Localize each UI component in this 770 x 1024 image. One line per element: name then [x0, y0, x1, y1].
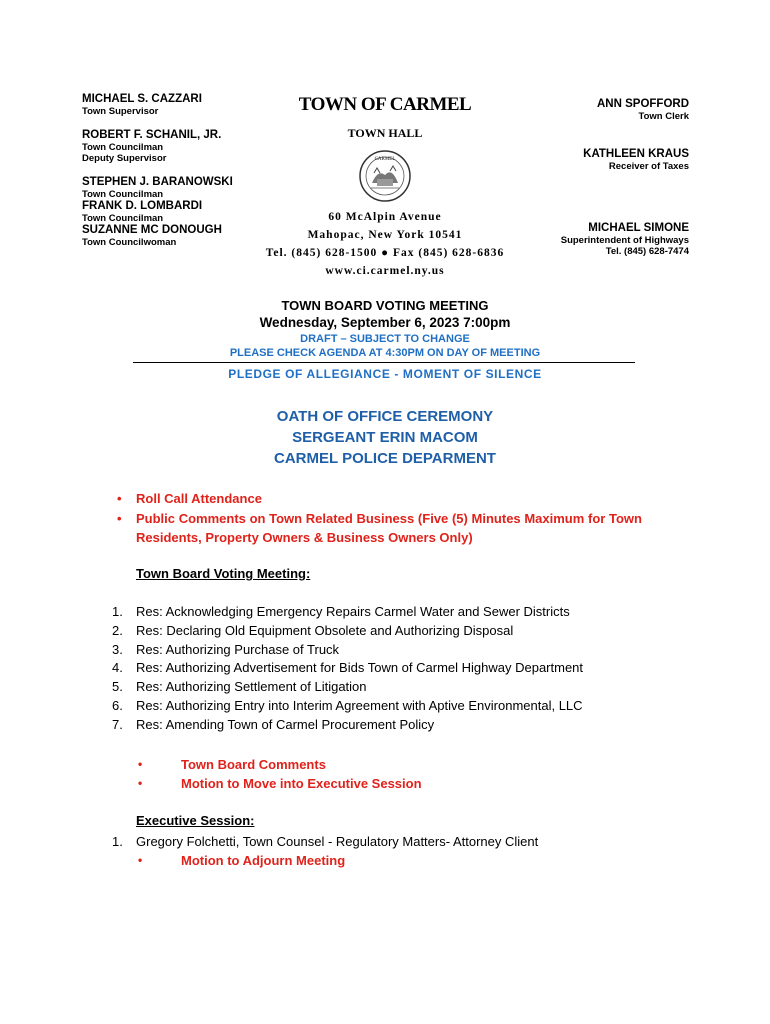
item-text: Res: Acknowledging Emergency Repairs Carmel Water and Sewer Districts [136, 604, 570, 619]
member-role: Deputy Supervisor [82, 153, 167, 164]
item-text: Res: Amending Town of Carmel Procurement Policy [136, 716, 435, 732]
address-street: 60 McAlpin Avenue [328, 211, 442, 223]
item-number: 3. [112, 641, 123, 657]
item-number: 1. [112, 604, 123, 619]
item-text: Gregory Folchetti, Town Counsel - Regulatory Matters- Attorney Client [136, 834, 539, 849]
town-seal-icon [358, 149, 412, 203]
officials-column [489, 98, 689, 257]
list-item: • Roll Call Attendance [112, 489, 642, 508]
item-text: Res: Declaring Old Equipment Obsolete and Authorizing Disposal [136, 622, 514, 638]
list-item: • Public Comments on Town Related Business (Five (5) Minutes Maximum for Town Residents, Property Owners & Business Owners Only) [112, 509, 642, 547]
draft-notice: DRAFT – SUBJECT TO CHANGE [300, 333, 470, 345]
list-item: • Motion to Move into Executive Session [136, 774, 586, 793]
item-number: 2. [112, 622, 123, 638]
member-block [82, 129, 262, 164]
pledge-line: PLEDGE OF ALLEGIANCE - MOMENT OF SILENCE [228, 367, 542, 381]
list-item [112, 603, 672, 622]
executive-list [112, 832, 672, 870]
meeting-date: Wednesday, September 6, 2023 7:00pm [259, 315, 511, 330]
member-name: FRANK D. LOMBARDI [82, 200, 203, 212]
item-text: Res: Authorizing Settlement of Litigation [136, 679, 367, 695]
oath-title: OATH OF OFFICE CEREMONY [276, 408, 494, 425]
member-block [82, 224, 262, 248]
official-block [489, 98, 689, 122]
item-number: 7. [112, 716, 123, 732]
check-agenda-notice: PLEASE CHECK AGENDA AT 4:30PM ON DAY OF MEETING [229, 347, 541, 359]
official-name: ANN SPOFFORD [597, 98, 689, 110]
town-hall-label: TOWN HALL [347, 126, 423, 140]
address-block [255, 208, 515, 280]
opening-items [112, 489, 642, 548]
address-city: Mahopac, New York 10541 [307, 229, 463, 241]
meeting-title: TOWN BOARD VOTING MEETING [281, 298, 489, 313]
list-item [112, 832, 672, 851]
svg-text:CARMEL: CARMEL [374, 157, 396, 162]
website: www.ci.carmel.ny.us [325, 265, 445, 277]
executive-heading: Executive Session: [136, 813, 255, 828]
meeting-header [130, 298, 640, 360]
list-item: • Town Board Comments [136, 755, 586, 774]
member-role: Town Councilwoman [82, 237, 177, 248]
member-role: Town Councilman [82, 213, 164, 224]
board-members-column [82, 93, 262, 248]
member-name: MICHAEL S. CAZZARI [82, 93, 202, 105]
item-number: 1. [112, 834, 123, 849]
item-text: Res: Authorizing Entry into Interim Agreement with Aptive Environmental, LLC [136, 697, 583, 713]
item-text: Res: Authorizing Advertisement for Bids Town of Carmel Highway Department [136, 660, 584, 676]
town-title: TOWN OF CARMEL [298, 94, 472, 115]
official-block [489, 222, 689, 257]
oath-department: CARMEL POLICE DEPARMENT [274, 450, 496, 467]
list-item [112, 641, 672, 660]
resolution-list [112, 603, 672, 735]
item-number: 6. [112, 697, 123, 713]
official-name: MICHAEL SIMONE [588, 222, 689, 234]
member-name: ROBERT F. SCHANIL, JR. [82, 129, 222, 141]
list-item [112, 716, 672, 735]
item-text: Res: Authorizing Purchase of Truck [136, 641, 340, 657]
member-role: Town Councilman [82, 189, 164, 200]
member-block [82, 176, 262, 200]
town-header [255, 94, 515, 280]
official-role: Town Clerk [638, 111, 689, 122]
list-item: • Motion to Adjourn Meeting [136, 851, 672, 870]
voting-heading: Town Board Voting Meeting: [136, 566, 311, 581]
member-name: SUZANNE MC DONOUGH [82, 224, 222, 236]
member-block [82, 93, 262, 117]
oath-honoree: SERGEANT ERIN MACOM [292, 429, 478, 446]
list-item [112, 697, 672, 716]
official-role: Superintendent of Highways [560, 235, 689, 246]
official-block [489, 148, 689, 172]
item-number: 5. [112, 679, 123, 695]
list-item [112, 622, 672, 641]
member-name: STEPHEN J. BARANOWSKI [82, 176, 233, 188]
member-block [82, 200, 262, 224]
phone-fax: Tel. (845) 628-1500 ● Fax (845) 628-6836 [265, 247, 505, 259]
divider [133, 362, 635, 363]
official-role: Tel. (845) 628-7474 [605, 246, 689, 257]
member-role: Town Councilman [82, 142, 164, 153]
official-role: Receiver of Taxes [608, 161, 689, 172]
official-name: KATHLEEN KRAUS [583, 148, 689, 160]
list-item [112, 659, 672, 678]
member-role: Town Supervisor [82, 106, 159, 117]
oath-ceremony [230, 406, 540, 469]
item-number: 4. [112, 660, 123, 676]
board-actions [136, 755, 586, 793]
list-item [112, 678, 672, 697]
